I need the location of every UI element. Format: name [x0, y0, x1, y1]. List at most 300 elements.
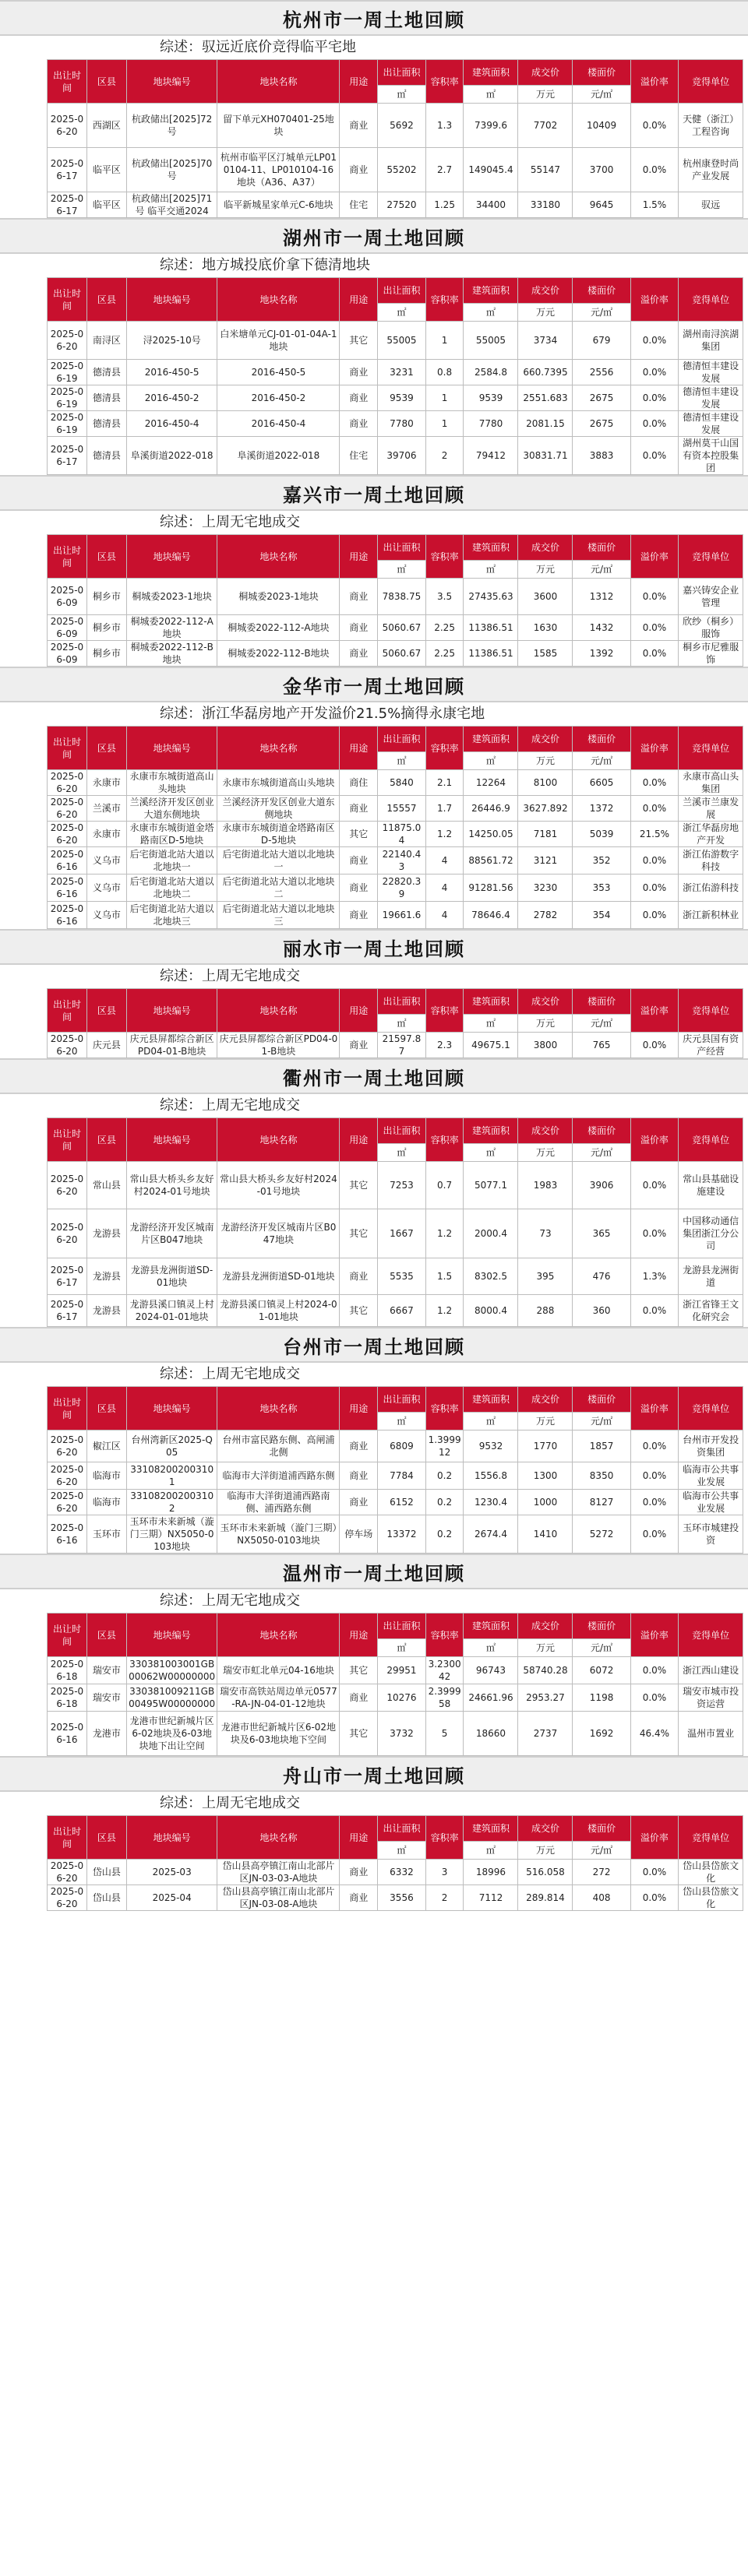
column-header: 区县: [86, 1387, 126, 1431]
table-cell: 408: [573, 1885, 630, 1911]
table-cell: 1.2: [425, 1295, 464, 1327]
table-cell: 1585: [518, 641, 573, 667]
table-row: [48, 1462, 743, 1490]
column-header: 建筑面积: [464, 727, 518, 752]
column-header: 出让时间: [48, 989, 87, 1033]
table-cell: 2025-04: [126, 1885, 217, 1911]
table-cell: 2551.683: [518, 385, 573, 411]
table-cell: 2: [425, 1885, 464, 1911]
table-cell: 德清恒丰建设发展: [679, 360, 743, 385]
table-cell: 10276: [378, 1684, 426, 1712]
table-cell: 2025-06-20: [48, 1209, 87, 1258]
table-cell: 德清恒丰建设发展: [679, 411, 743, 437]
table-cell: 3231: [378, 360, 426, 385]
table-cell: 0.8: [425, 360, 464, 385]
land-table: [47, 1613, 743, 1756]
table-cell: 商业: [340, 579, 378, 615]
table-cell: 永康市东城街道金塔路南区D-5地块: [126, 822, 217, 847]
table-cell: 5077.1: [464, 1162, 518, 1209]
table-cell: 2025-06-17: [48, 437, 87, 475]
column-header: 竞得单位: [679, 1118, 743, 1162]
table-cell: 0.0%: [630, 1462, 679, 1490]
table-cell: 龙港市: [86, 1712, 126, 1756]
table-cell: 湖州莫干山国有资本控股集团: [679, 437, 743, 475]
table-row: [48, 1515, 743, 1554]
table-cell: 住宅: [340, 192, 378, 218]
table-cell: 9539: [378, 385, 426, 411]
column-header: 楼面价: [573, 727, 630, 752]
column-header: 地块名称: [217, 989, 340, 1033]
column-header: 地块名称: [217, 60, 340, 104]
table-row: [48, 322, 743, 360]
table-cell: 2000.4: [464, 1209, 518, 1258]
column-header: 容积率: [425, 727, 464, 770]
column-header: 用途: [340, 727, 378, 770]
column-header: 成交价: [518, 278, 573, 304]
table-cell: 台州市开发投资集团: [679, 1431, 743, 1462]
table-cell: 驭远: [679, 192, 743, 218]
table-row: [48, 1712, 743, 1756]
table-cell: 73: [518, 1209, 573, 1258]
column-header: 容积率: [425, 278, 464, 322]
table-cell: 阜溪街道2022-018: [126, 437, 217, 475]
column-header: 地块编号: [126, 1614, 217, 1657]
unit-label: ㎡: [378, 1639, 426, 1657]
section-summary: [0, 1589, 748, 1613]
table-cell: 2.3: [425, 1033, 464, 1058]
table-cell: 2025-06-18: [48, 1684, 87, 1712]
table-cell: 2674.4: [464, 1515, 518, 1554]
table-cell: 1410: [518, 1515, 573, 1554]
unit-label: ㎡: [464, 304, 518, 322]
column-header: 容积率: [425, 1118, 464, 1162]
column-header: 地块编号: [126, 278, 217, 322]
table-cell: 0.0%: [630, 615, 679, 641]
table-cell: 浙江佑游科技: [679, 875, 743, 902]
column-header: 区县: [86, 1614, 126, 1657]
unit-label: ㎡: [464, 752, 518, 770]
unit-label: 万元: [518, 561, 573, 579]
table-cell: 浔2025-10号: [126, 322, 217, 360]
table-cell: 365: [573, 1209, 630, 1258]
table-cell: 2025-06-16: [48, 1712, 87, 1756]
summary-text: 综述：上周无宅地成交: [160, 1366, 300, 1382]
table-cell: 德清县: [86, 411, 126, 437]
land-table: [47, 1815, 743, 1911]
table-cell: 1: [425, 385, 464, 411]
table-cell: 2025-06-20: [48, 1431, 87, 1462]
table-cell: 18996: [464, 1860, 518, 1885]
table-cell: 5: [425, 1712, 464, 1756]
table-cell: 2025-06-17: [48, 192, 87, 218]
table-cell: 1.7: [425, 796, 464, 822]
section-summary: [0, 254, 748, 277]
unit-label: 万元: [518, 1842, 573, 1860]
table-cell: 0.0%: [630, 1515, 679, 1554]
column-header: 地块名称: [217, 1118, 340, 1162]
column-header: 溢价率: [630, 535, 679, 579]
table-row: [48, 1684, 743, 1712]
table-cell: 商业: [340, 1033, 378, 1058]
table-cell: 后宅街道北站大道以北地块一: [126, 847, 217, 875]
column-header: 地块名称: [217, 278, 340, 322]
summary-text: 综述：浙江华磊房地产开发溢价21.5%摘得永康宅地: [160, 706, 485, 722]
table-cell: 5060.67: [378, 641, 426, 667]
column-header: 用途: [340, 535, 378, 579]
table-cell: 2.1: [425, 770, 464, 796]
table-cell: 0.0%: [630, 1684, 679, 1712]
table-cell: 0.0%: [630, 847, 679, 875]
table-cell: 1312: [573, 579, 630, 615]
column-header: 用途: [340, 989, 378, 1033]
column-header: 出让时间: [48, 727, 87, 770]
table-cell: 临平新城星家单元C-6地块: [217, 192, 340, 218]
table-cell: 9539: [464, 385, 518, 411]
table-cell: 商业: [340, 615, 378, 641]
table-cell: 1770: [518, 1431, 573, 1462]
table-cell: 德清恒丰建设发展: [679, 385, 743, 411]
unit-label: 万元: [518, 1639, 573, 1657]
table-cell: 常山县大桥头乡友好村2024-01号地块: [126, 1162, 217, 1209]
table-cell: 龙游县: [86, 1209, 126, 1258]
column-header: 成交价: [518, 60, 573, 86]
column-header: 区县: [86, 1816, 126, 1860]
table-cell: 玉环市: [86, 1515, 126, 1554]
table-cell: 0.0%: [630, 104, 679, 148]
table-row: [48, 847, 743, 875]
column-header: 楼面价: [573, 60, 630, 86]
table-cell: 龙港市世纪新城片区6-02地块及6-03地块地下空间: [217, 1712, 340, 1756]
table-cell: 7399.6: [464, 104, 518, 148]
table-cell: 温州市置业: [679, 1712, 743, 1756]
table-row: [48, 822, 743, 847]
table-cell: 常山县: [86, 1162, 126, 1209]
column-header: 竞得单位: [679, 989, 743, 1033]
table-cell: 0.2: [425, 1515, 464, 1554]
column-header: 地块名称: [217, 727, 340, 770]
table-cell: 6667: [378, 1295, 426, 1327]
unit-label: 元/㎡: [573, 1842, 630, 1860]
table-cell: 2081.15: [518, 411, 573, 437]
column-header: 溢价率: [630, 727, 679, 770]
column-header: 出让面积: [378, 1816, 426, 1842]
table-cell: 1667: [378, 1209, 426, 1258]
column-header: 区县: [86, 727, 126, 770]
column-header: 楼面价: [573, 278, 630, 304]
unit-label: 万元: [518, 752, 573, 770]
table-cell: 6809: [378, 1431, 426, 1462]
table-cell: 88561.72: [464, 847, 518, 875]
unit-label: 万元: [518, 304, 573, 322]
table-cell: 浙江新积林业: [679, 902, 743, 929]
table-cell: 2025-06-17: [48, 148, 87, 192]
column-header: 出让时间: [48, 278, 87, 322]
unit-label: ㎡: [378, 1015, 426, 1033]
table-row: [48, 1162, 743, 1209]
table-cell: 桐城委2023-1地块: [126, 579, 217, 615]
land-table: [47, 1117, 743, 1327]
table-cell: 18660: [464, 1712, 518, 1756]
column-header: 竞得单位: [679, 1387, 743, 1431]
table-row: [48, 1860, 743, 1885]
table-cell: 55005: [464, 322, 518, 360]
table-cell: 杭政储出[2025]70号: [126, 148, 217, 192]
table-cell: 24661.96: [464, 1684, 518, 1712]
table-cell: 德清县: [86, 385, 126, 411]
table-cell: 3700: [573, 148, 630, 192]
table-cell: 4: [425, 847, 464, 875]
column-header: 建筑面积: [464, 1387, 518, 1413]
section-title: 湖州市一周土地回顾: [0, 218, 748, 254]
table-cell: 浙江佑游数字科技: [679, 847, 743, 875]
table-row: [48, 192, 743, 218]
table-cell: 商业: [340, 1684, 378, 1712]
table-cell: 22140.43: [378, 847, 426, 875]
column-header: 地块编号: [126, 1816, 217, 1860]
table-cell: 7784: [378, 1462, 426, 1490]
table-cell: 0.0%: [630, 437, 679, 475]
table-cell: 5272: [573, 1515, 630, 1554]
table-cell: 7780: [378, 411, 426, 437]
table-cell: 临平区: [86, 192, 126, 218]
table-cell: 商业: [340, 104, 378, 148]
table-cell: 58740.28: [518, 1657, 573, 1684]
table-cell: 27435.63: [464, 579, 518, 615]
column-header: 地块编号: [126, 727, 217, 770]
table-cell: 13372: [378, 1515, 426, 1554]
table-cell: 白米塘单元CJ-01-01-04A-1地块: [217, 322, 340, 360]
table-cell: 兰溪经济开发区创业大道东侧地块: [126, 796, 217, 822]
column-header: 溢价率: [630, 989, 679, 1033]
table-cell: 后宅街道北站大道以北地块一: [217, 847, 340, 875]
table-cell: 龙游经济开发区城南片区B047地块: [217, 1209, 340, 1258]
table-cell: 龙游经济开发区城南片区B047地块: [126, 1209, 217, 1258]
table-cell: 天健（浙江）工程咨询: [679, 104, 743, 148]
table-cell: 2782: [518, 902, 573, 929]
table-cell: 岱山县: [86, 1860, 126, 1885]
table-cell: 660.7395: [518, 360, 573, 385]
table-cell: 2025-06-20: [48, 796, 87, 822]
table-cell: 0.0%: [630, 1295, 679, 1327]
summary-text: 综述：上周无宅地成交: [160, 1592, 300, 1609]
table-row: [48, 437, 743, 475]
table-cell: 1: [425, 411, 464, 437]
table-cell: 后宅街道北站大道以北地块三: [217, 902, 340, 929]
table-cell: 其它: [340, 1162, 378, 1209]
unit-label: ㎡: [378, 1842, 426, 1860]
column-header: 建筑面积: [464, 1816, 518, 1842]
land-table: [47, 988, 743, 1058]
unit-label: 万元: [518, 1144, 573, 1162]
table-cell: 庆元县国有资产经营: [679, 1033, 743, 1058]
table-cell: 2016-450-4: [126, 411, 217, 437]
table-cell: 1.5: [425, 1258, 464, 1295]
table-cell: 龙游县: [86, 1295, 126, 1327]
column-header: 出让面积: [378, 727, 426, 752]
table-cell: 96743: [464, 1657, 518, 1684]
table-cell: 商业: [340, 1462, 378, 1490]
table-cell: 516.058: [518, 1860, 573, 1885]
column-header: 地块编号: [126, 1387, 217, 1431]
table-cell: 桐乡市尼雅服饰: [679, 641, 743, 667]
table-cell: 玉环市未来新城（漩门三期）NX5050-0103地块: [217, 1515, 340, 1554]
table-cell: 岱山县高亭镇江南山北部片区JN-03-03-A地块: [217, 1860, 340, 1885]
table-cell: 1630: [518, 615, 573, 641]
table-cell: 0.7: [425, 1162, 464, 1209]
table-cell: 1556.8: [464, 1462, 518, 1490]
column-header: 出让面积: [378, 1118, 426, 1144]
table-cell: 永康市: [86, 770, 126, 796]
table-row: [48, 770, 743, 796]
unit-label: 元/㎡: [573, 1015, 630, 1033]
column-header: 区县: [86, 1118, 126, 1162]
table-cell: 1.25: [425, 192, 464, 218]
table-cell: 湖州南浔滨湖集团: [679, 322, 743, 360]
table-cell: 5692: [378, 104, 426, 148]
table-cell: 2025-06-19: [48, 385, 87, 411]
column-header: 容积率: [425, 535, 464, 579]
column-header: 地块名称: [217, 1816, 340, 1860]
column-header: 出让时间: [48, 1118, 87, 1162]
table-cell: 永康市东城街道金塔路南区D-5地块: [217, 822, 340, 847]
table-cell: 8350: [573, 1462, 630, 1490]
section-title: 舟山市一周土地回顾: [0, 1756, 748, 1792]
table-cell: 2025-06-20: [48, 1885, 87, 1911]
table-cell: 0.0%: [630, 148, 679, 192]
table-row: [48, 1490, 743, 1515]
section-summary: [0, 36, 748, 59]
table-cell: 679: [573, 322, 630, 360]
table-cell: 杭政储出[2025]72号: [126, 104, 217, 148]
summary-text: 综述：驭远近底价竞得临平宅地: [160, 39, 356, 55]
column-header: 溢价率: [630, 1614, 679, 1657]
summary-text: 综述：上周无宅地成交: [160, 968, 300, 984]
column-header: 楼面价: [573, 989, 630, 1015]
table-cell: 1.3: [425, 104, 464, 148]
table-cell: 龙游县龙洲街道SD-01地块: [217, 1258, 340, 1295]
table-cell: 商业: [340, 1490, 378, 1515]
table-cell: 0.0%: [630, 875, 679, 902]
section-title: 台州市一周土地回顾: [0, 1327, 748, 1363]
table-cell: 永康市东城街道高山头地块: [217, 770, 340, 796]
table-cell: 2016-450-4: [217, 411, 340, 437]
table-cell: 庆元县屏都综合新区PD04-01-B地块: [126, 1033, 217, 1058]
unit-label: ㎡: [464, 1144, 518, 1162]
table-cell: 商业: [340, 1860, 378, 1885]
unit-label: ㎡: [464, 86, 518, 104]
column-header: 地块名称: [217, 1614, 340, 1657]
table-cell: 商业: [340, 385, 378, 411]
table-cell: 玉环市未来新城（漩门三期）NX5050-0103地块: [126, 1515, 217, 1554]
table-cell: 5840: [378, 770, 426, 796]
table-cell: 其它: [340, 322, 378, 360]
table-cell: 6072: [573, 1657, 630, 1684]
table-cell: 0.2: [425, 1462, 464, 1490]
table-cell: 2025-06-19: [48, 411, 87, 437]
table-cell: 0.0%: [630, 1860, 679, 1885]
table-cell: 兰溪市兰康发展: [679, 796, 743, 822]
unit-label: ㎡: [378, 1413, 426, 1431]
table-cell: 兰溪经济开发区创业大道东侧地块: [217, 796, 340, 822]
table-cell: 龙港市世纪新城片区6-02地块及6-03地块地下出让空间: [126, 1712, 217, 1756]
table-cell: 7702: [518, 104, 573, 148]
section-summary: [0, 1094, 748, 1117]
table-cell: 1.2: [425, 1209, 464, 1258]
table-cell: 3800: [518, 1033, 573, 1058]
section-summary: [0, 1363, 748, 1386]
table-cell: 商业: [340, 360, 378, 385]
table-cell: 2025-06-09: [48, 615, 87, 641]
table-cell: 353: [573, 875, 630, 902]
table-cell: 29951: [378, 1657, 426, 1684]
section-title: 嘉兴市一周土地回顾: [0, 475, 748, 511]
table-cell: 兰溪市: [86, 796, 126, 822]
table-cell: 3734: [518, 322, 573, 360]
column-header: 出让时间: [48, 1816, 87, 1860]
table-cell: 2025-06-20: [48, 104, 87, 148]
summary-text: 综述：地方城投底价拿下德清地块: [160, 257, 370, 273]
table-cell: 留下单元XH070401-25地块: [217, 104, 340, 148]
table-cell: 常山县基础设施建设: [679, 1162, 743, 1209]
table-cell: 1: [425, 322, 464, 360]
table-cell: 7181: [518, 822, 573, 847]
table-cell: 91281.56: [464, 875, 518, 902]
column-header: 用途: [340, 278, 378, 322]
table-row: [48, 1885, 743, 1911]
section-summary: [0, 511, 748, 534]
table-cell: 瑞安市虹北单元04-16地块: [217, 1657, 340, 1684]
table-cell: 0.0%: [630, 1431, 679, 1462]
column-header: 用途: [340, 60, 378, 104]
table-cell: 21597.87: [378, 1033, 426, 1058]
table-cell: 商业: [340, 411, 378, 437]
section-title: 丽水市一周土地回顾: [0, 929, 748, 965]
table-cell: 商业: [340, 1258, 378, 1295]
column-header: 楼面价: [573, 1614, 630, 1639]
table-cell: 1983: [518, 1162, 573, 1209]
column-header: 楼面价: [573, 535, 630, 561]
table-cell: 0.0%: [630, 385, 679, 411]
table-row: [48, 902, 743, 929]
table-cell: 永康市东城街道高山头地块: [126, 770, 217, 796]
table-cell: 395: [518, 1258, 573, 1295]
column-header: 成交价: [518, 1387, 573, 1413]
table-cell: 49675.1: [464, 1033, 518, 1058]
unit-label: 万元: [518, 86, 573, 104]
table-cell: 2025-06-20: [48, 822, 87, 847]
table-row: [48, 796, 743, 822]
table-cell: 476: [573, 1258, 630, 1295]
table-cell: 0.0%: [630, 322, 679, 360]
table-cell: 2025-06-17: [48, 1258, 87, 1295]
table-cell: 临海市大洋街道浦西路南侧、浦西路东侧: [217, 1490, 340, 1515]
table-cell: 55202: [378, 148, 426, 192]
column-header: 竞得单位: [679, 1816, 743, 1860]
table-cell: 后宅街道北站大道以北地块二: [126, 875, 217, 902]
table-cell: 289.814: [518, 1885, 573, 1911]
table-cell: 1.3%: [630, 1258, 679, 1295]
table-cell: 停车场: [340, 1515, 378, 1554]
column-header: 地块名称: [217, 535, 340, 579]
table-cell: 龙游县溪口镇灵上村2024-01-01地块: [217, 1295, 340, 1327]
column-header: 出让面积: [378, 278, 426, 304]
table-cell: 4: [425, 875, 464, 902]
table-cell: 瑞安市: [86, 1684, 126, 1712]
column-header: 区县: [86, 989, 126, 1033]
table-cell: 2025-06-20: [48, 1490, 87, 1515]
table-cell: 7838.75: [378, 579, 426, 615]
table-cell: 桐城委2023-1地块: [217, 579, 340, 615]
